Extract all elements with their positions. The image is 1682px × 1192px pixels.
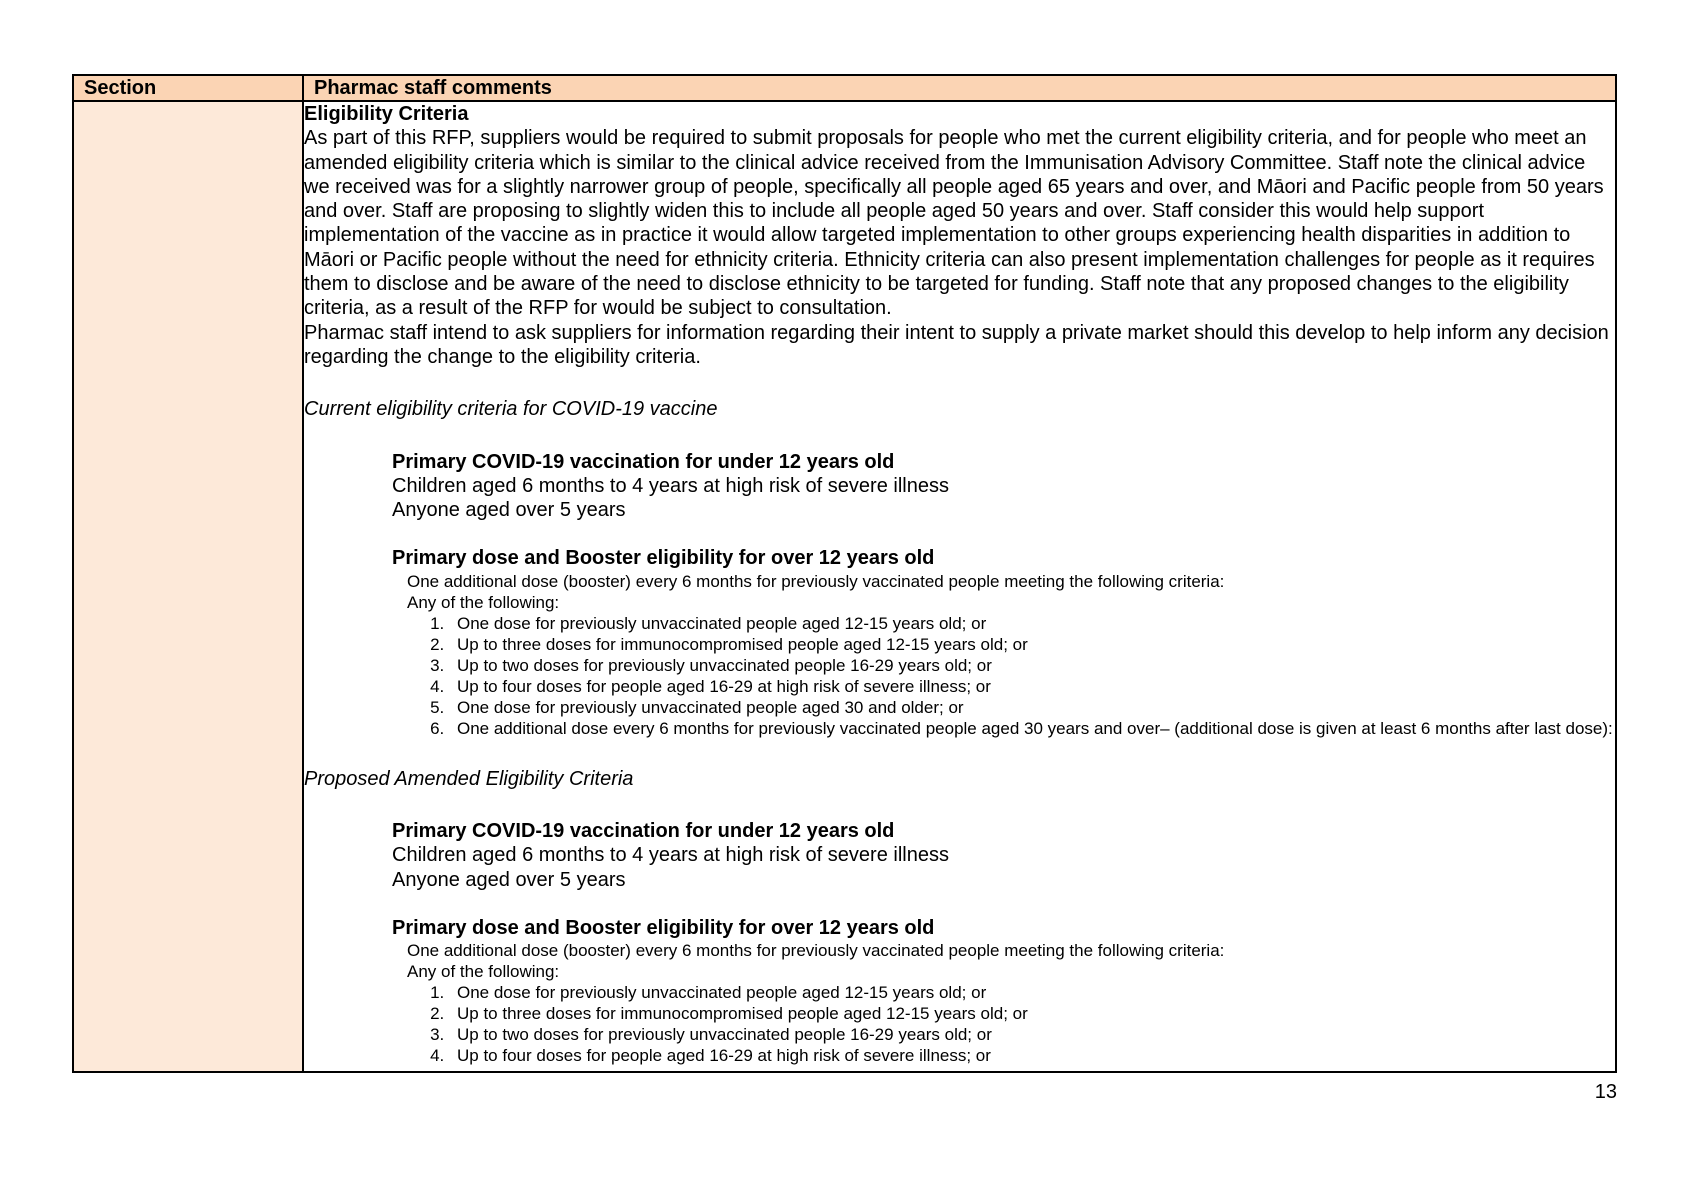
current-under12-heading: Primary COVID-19 vaccination for under 12 years old <box>392 450 895 473</box>
comments-header: Pharmac staff comments <box>314 77 552 99</box>
list-item: 2. Up to three doses for immunocompromised people aged 12-15 years old; or <box>449 1003 1615 1024</box>
list-item: 3. Up to two doses for previously unvaccinated people 16-29 years old; or <box>449 1024 1615 1045</box>
current-over12-any: Any of the following: <box>407 592 560 612</box>
section-header-cell <box>73 75 303 101</box>
private-market-paragraph: Pharmac staff intend to ask suppliers for information regarding their intent to supply a private market should this develop to help inform any decision regarding the change to the eligibility criteria. <box>304 321 1609 368</box>
proposed-over12-intro: One additional dose (booster) every 6 months for previously vaccinated people meeting the following criteria: <box>407 941 1225 961</box>
current-over12-heading: Primary dose and Booster eligibility for over 12 years old <box>392 547 935 570</box>
proposed-under12-line2: Anyone aged over 5 years <box>392 868 626 891</box>
current-over12-intro: One additional dose (booster) every 6 months for previously vaccinated people meeting the following criteria: <box>407 571 1225 591</box>
current-criteria-title: Current eligibility criteria for COVID-19 vaccine <box>304 398 718 421</box>
proposed-criteria-list <box>304 982 1615 1066</box>
list-item: 5. One dose for previously unvaccinated people aged 30 and older; or <box>449 697 1615 718</box>
list-item: 6. One additional dose every 6 months for previously vaccinated people aged 30 years and over– (additional dose is given at least 6 months after last dose): <box>449 718 1615 739</box>
proposed-criteria-title: Proposed Amended Eligibility Criteria <box>304 767 634 790</box>
table-row <box>73 101 1616 1072</box>
rfp-paragraph: As part of this RFP, suppliers would be required to submit proposals for people who met the current eligibility criteria, and for people who meet an amended eligibility criteria which is similar to the clinical advice received from the Immunisation Advisory Committee. Staff note the clinical advice we received was for a slightly narrower group of people, specifically all people aged 65 years and over, and Māori and Pacific people from 50 years and over. Staff are proposing to slightly widen this to include all people aged 50 years and over. Staff consider this would help support implementation of the vaccine as in practice it would allow targeted implementation to other groups experiencing health disparities in addition to Māori or Pacific people without the need for ethnicity criteria. Ethnicity criteria can also present implementation challenges for people as it requires them to disclose and be aware of the need to disclose ethnicity to be targeted for funding. Staff note that any proposed changes to the eligibility criteria, as a result of the RFP for would be subject to consultation. <box>304 127 1604 320</box>
comments-cell <box>303 101 1616 1072</box>
list-item: 2. Up to three doses for immunocompromised people aged 12-15 years old; or <box>449 634 1615 655</box>
list-item: 3. Up to two doses for previously unvaccinated people 16-29 years old; or <box>449 655 1615 676</box>
list-item: 4. Up to four doses for people aged 16-29 at high risk of severe illness; or <box>449 1045 1615 1066</box>
list-item: 4. Up to four doses for people aged 16-29 at high risk of severe illness; or <box>449 676 1615 697</box>
list-item: 1. One dose for previously unvaccinated people aged 12-15 years old; or <box>449 982 1615 1003</box>
proposed-under12-line1: Children aged 6 months to 4 years at high risk of severe illness <box>392 844 949 867</box>
proposed-under12-heading: Primary COVID-19 vaccination for under 12 years old <box>392 820 895 843</box>
proposed-over12-heading: Primary dose and Booster eligibility for over 12 years old <box>392 916 935 939</box>
current-under12-line1: Children aged 6 months to 4 years at high risk of severe illness <box>392 474 949 497</box>
comments-table <box>72 74 1617 1073</box>
page-number: 13 <box>1594 1081 1617 1103</box>
comments-header-cell <box>303 75 1616 101</box>
table-header-row <box>73 75 1616 101</box>
proposed-over12-any: Any of the following: <box>407 962 560 982</box>
current-criteria-list <box>304 613 1615 739</box>
eligibility-heading: Eligibility Criteria <box>304 103 469 125</box>
current-under12-line2: Anyone aged over 5 years <box>392 499 626 522</box>
list-item: 1. One dose for previously unvaccinated people aged 12-15 years old; or <box>449 613 1615 634</box>
section-header: Section <box>84 77 157 99</box>
section-cell <box>73 101 303 1072</box>
